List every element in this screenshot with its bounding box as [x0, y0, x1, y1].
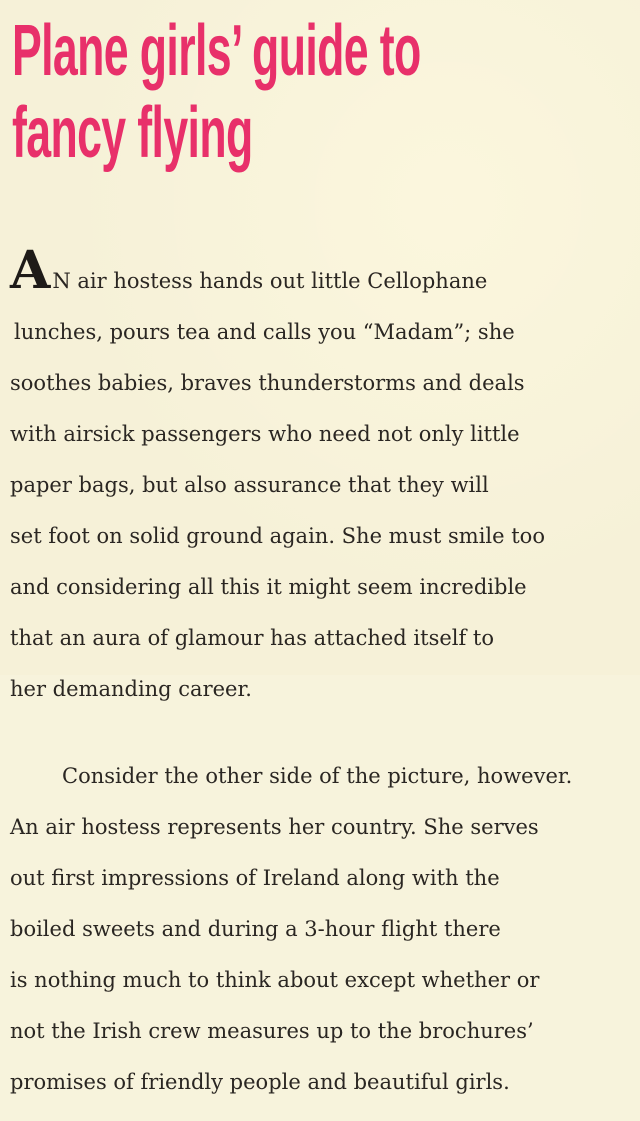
paragraph-1-line: paper bags, but also assurance that they will: [10, 473, 489, 497]
paragraph-2: [10, 738, 635, 1121]
paragraph-1: [10, 218, 635, 728]
paragraph-2-line: boiled sweets and during a 3-hour flight there: [10, 916, 501, 941]
paragraph-1-line: with airsick passengers who need not only little: [10, 422, 520, 446]
paragraph-1-line: set foot on solid ground again. She must smile too: [10, 524, 545, 548]
paragraph-1-line: and considering all this it might seem incredible: [10, 575, 527, 599]
paragraph-1-line: lunches, pours tea and calls you “Madam”; she: [14, 320, 515, 344]
paragraph-2-line: not the Irish crew measures up to the brochures’: [10, 1018, 534, 1043]
paragraph-2-line: is nothing much to think about except whether or: [10, 967, 540, 992]
paragraph-2-line: out first impressions of Ireland along with the: [10, 865, 500, 890]
headline-line-1: Plane girls’ guide to: [12, 11, 421, 91]
paragraph-2-line: An air hostess represents her country. She serves: [10, 814, 539, 839]
headline: [12, 10, 570, 174]
paragraph-1-line: soothes babies, braves thunderstorms and deals: [10, 371, 525, 395]
paragraph-1-line: N air hostess hands out little Cellophane: [52, 269, 488, 293]
article-body: [10, 218, 635, 1121]
drop-cap: A: [10, 239, 51, 301]
headline-line-2: fancy flying: [12, 93, 253, 173]
paragraph-1-line: that an aura of glamour has attached itself to: [10, 626, 495, 650]
paragraph-2-line: promises of friendly people and beautiful girls.: [10, 1069, 510, 1094]
paragraph-1-line: her demanding career.: [10, 677, 252, 701]
paragraph-2-line: Consider the other side of the picture, however.: [62, 763, 573, 788]
